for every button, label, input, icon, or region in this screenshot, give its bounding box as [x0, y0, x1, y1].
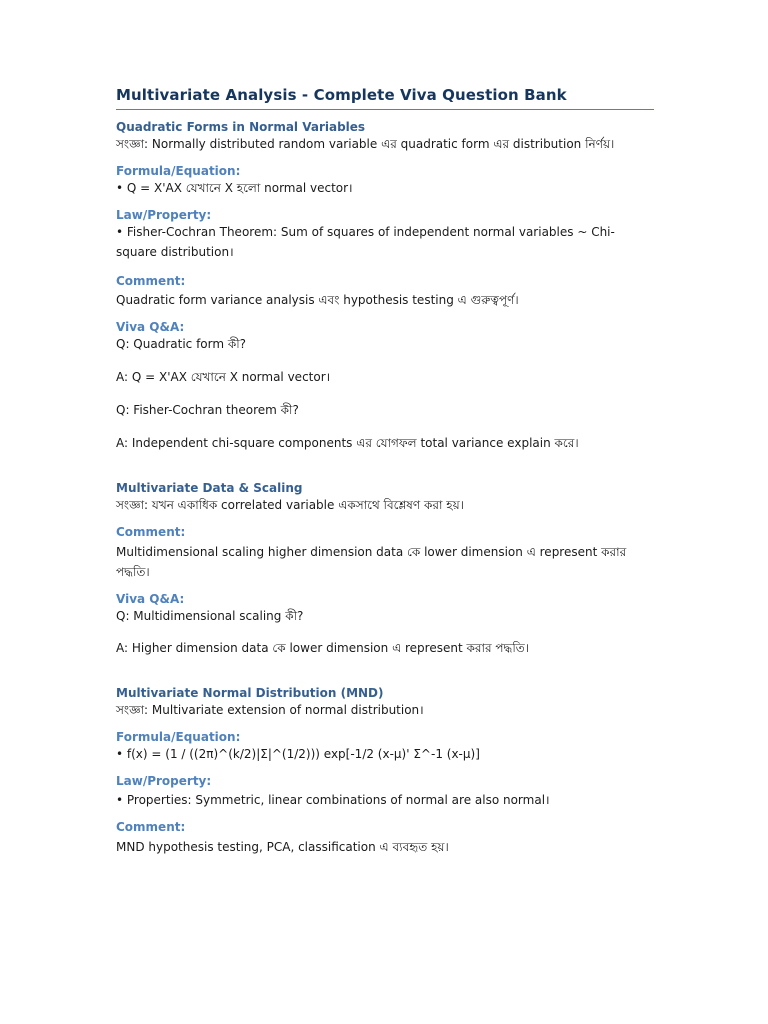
definition-text: সংজ্ঞা: যখন একাধিক correlated variable একসাথে বিশ্লেষণ করা হয়।: [116, 498, 464, 512]
comment-text: Multidimensional scaling higher dimension data কে lower dimension এ represent করার পদ্ধতি।: [116, 545, 627, 579]
viva-label: Viva Q&A:: [116, 320, 185, 334]
section-title: Multivariate Normal Distribution (MND): [116, 686, 384, 700]
law-label: Law/Property:: [116, 208, 212, 222]
document-page: [116, 86, 654, 857]
qa-question: Q: Multidimensional scaling কী?: [116, 609, 304, 623]
qa-question: Q: Fisher-Cochran theorem কী?: [116, 403, 299, 417]
qa-answer: A: Independent chi-square components এর যোগফল total variance explain করে।: [116, 436, 579, 450]
document-title: Multivariate Analysis - Complete Viva Question Bank: [116, 86, 654, 110]
law-text: • Properties: Symmetric, linear combinations of normal are also normal।: [116, 793, 550, 807]
qa-answer: A: Higher dimension data কে lower dimension এ represent করার পদ্ধতি।: [116, 641, 530, 655]
qa-answer: A: Q = X'AX যেখানে X normal vector।: [116, 370, 331, 384]
section-quadratic-forms: [116, 120, 654, 453]
law-text: • Fisher-Cochran Theorem: Sum of squares of independent normal variables ~ Chi-square distribution।: [116, 225, 615, 259]
definition-text: সংজ্ঞা: Multivariate extension of normal distribution।: [116, 703, 424, 717]
formula-label: Formula/Equation:: [116, 730, 241, 744]
section-title: Multivariate Data & Scaling: [116, 481, 303, 495]
comment-text: Quadratic form variance analysis এবং hypothesis testing এ গুরুত্বপূর্ণ।: [116, 293, 519, 307]
definition-text: সংজ্ঞা: Normally distributed random variable এর quadratic form এর distribution নির্ণয়।: [116, 137, 615, 151]
section-title: Quadratic Forms in Normal Variables: [116, 120, 366, 134]
comment-text: MND hypothesis testing, PCA, classification এ ব্যবহৃত হয়।: [116, 840, 449, 854]
viva-label: Viva Q&A:: [116, 592, 185, 606]
formula-text: • Q = X'AX যেখানে X হলো normal vector।: [116, 181, 353, 195]
comment-label: Comment:: [116, 525, 186, 539]
formula-label: Formula/Equation:: [116, 164, 241, 178]
comment-label: Comment:: [116, 820, 186, 834]
section-multivariate-data: [116, 481, 654, 658]
section-mnd: [116, 686, 654, 857]
comment-label: Comment:: [116, 274, 186, 288]
law-label: Law/Property:: [116, 774, 212, 788]
formula-text: • f(x) = (1 / ((2π)^(k/2)|Σ|^(1/2))) exp[-1/2 (x-μ)' Σ^-1 (x-μ)]: [116, 747, 480, 761]
qa-question: Q: Quadratic form কী?: [116, 337, 247, 351]
